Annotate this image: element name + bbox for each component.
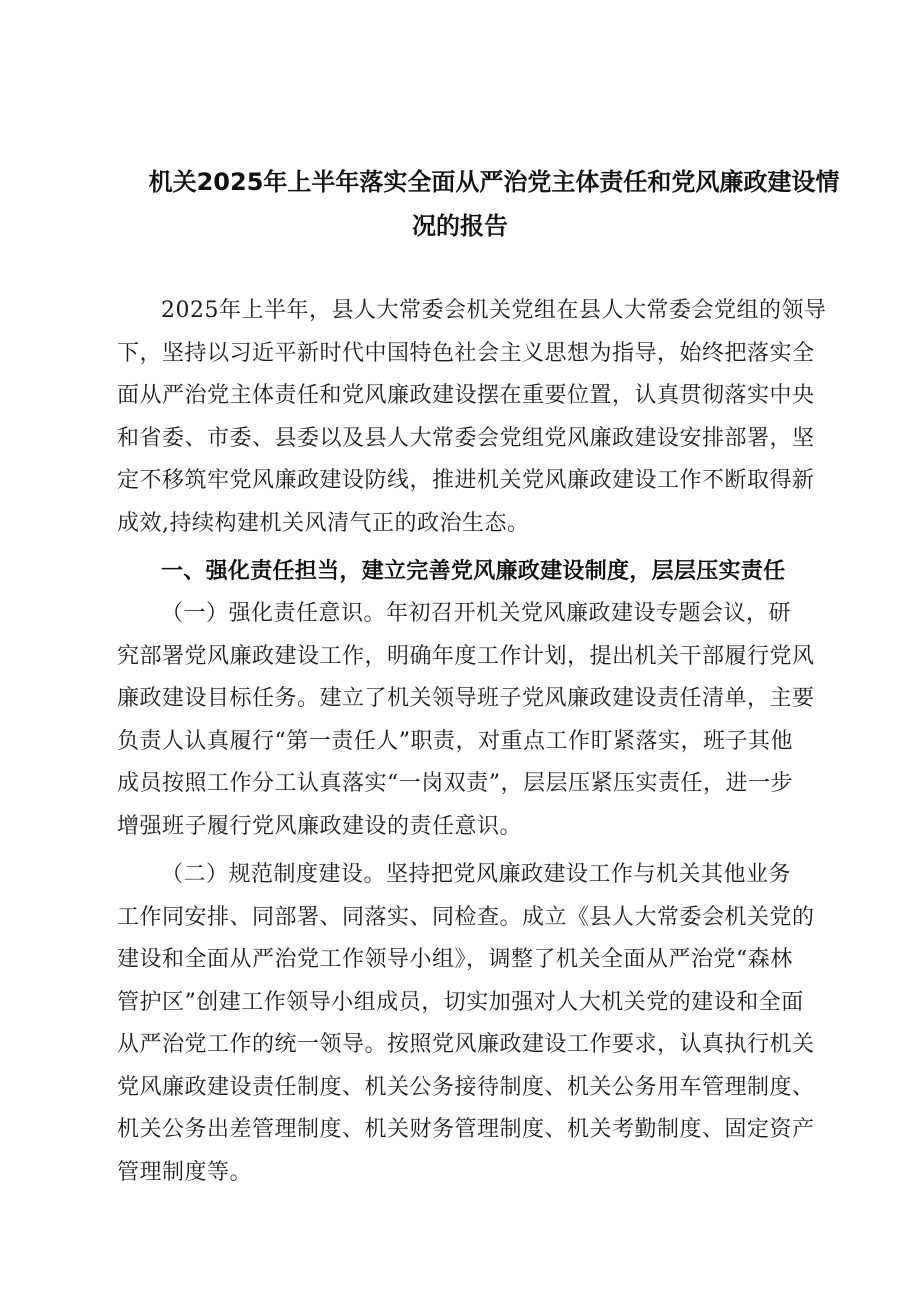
text-line: 2025年上半年，县人大常委会机关党组在县人大常委会党组的领导 (161, 298, 827, 323)
paragraph-institution (117, 854, 833, 1194)
text-line: 成效,持续构建机关风清气正的政治生态。 (117, 510, 530, 536)
text-line: 从严治党工作的统一领导。按照党风廉政建设工作要求，认真执行机关 (117, 1032, 815, 1057)
title-line-1: 机关2025年上半年落实全面从严治党主体责任和党风廉政建设情 (148, 168, 840, 196)
text-line: 究部署党风廉政建设工作，明确年度工作计划，提出机关干部履行党风 (117, 643, 815, 669)
text-line: 工作同安排、同部署、同落实、同检查。成立《县人大常委会机关党的 (117, 904, 815, 930)
text-line: （一）强化责任意识。年初召开机关党风廉政建设专题会议，研 (161, 601, 792, 626)
text-line: 负责人认真履行“第一责任人”职责，对重点工作盯紧落实，班子其他 (117, 728, 793, 754)
intro-paragraph (117, 290, 833, 545)
text-line: 下，坚持以习近平新时代中国特色社会主义思想为指导，始终把落实全 (117, 340, 815, 366)
text-line: 管理制度等。 (117, 1159, 253, 1185)
text-line: 定不移筑牢党风廉政建设防线，推进机关党风廉政建设工作不断取得新 (117, 468, 815, 493)
text-line: 增强班子履行党风廉政建设的责任意识。 (117, 813, 523, 839)
text-line: 建设和全面从严治党工作领导小组》，调整了机关全面从严治党“森林 (117, 947, 793, 972)
section-heading-1: 一、强化责任担当，建立完善党风廉政建设制度，层层压实责任 (161, 559, 786, 584)
text-line: 面从严治党主体责任和党风廉政建设摆在重要位置，认真贯彻落实中央 (117, 383, 815, 408)
text-line: 成员按照工作分工认真落实“一岗双责”，层层压紧压实责任，进一步 (117, 771, 793, 796)
text-line: 党风廉政建设责任制度、机关公务接待制度、机关公务用车管理制度、 (117, 1074, 815, 1100)
text-line: 机关公务出差管理制度、机关财务管理制度、机关考勤制度、固定资产 (117, 1117, 815, 1142)
text-line: 和省委、市委、县委以及县人大常委会党组党风廉政建设安排部署，坚 (117, 425, 815, 451)
text-line: （二）规范制度建设。坚持把党风廉政建设工作与机关其他业务 (161, 862, 792, 887)
title-line-2: 况的报告 (412, 212, 508, 240)
document-title (0, 160, 920, 248)
text-line: 廉政建设目标任务。建立了机关领导班子党风廉政建设责任清单，主要 (117, 686, 815, 711)
paragraph-responsibility (117, 593, 833, 848)
text-line: 管护区”创建工作领导小组成员，切实加强对人大机关党的建设和全面 (117, 989, 804, 1015)
